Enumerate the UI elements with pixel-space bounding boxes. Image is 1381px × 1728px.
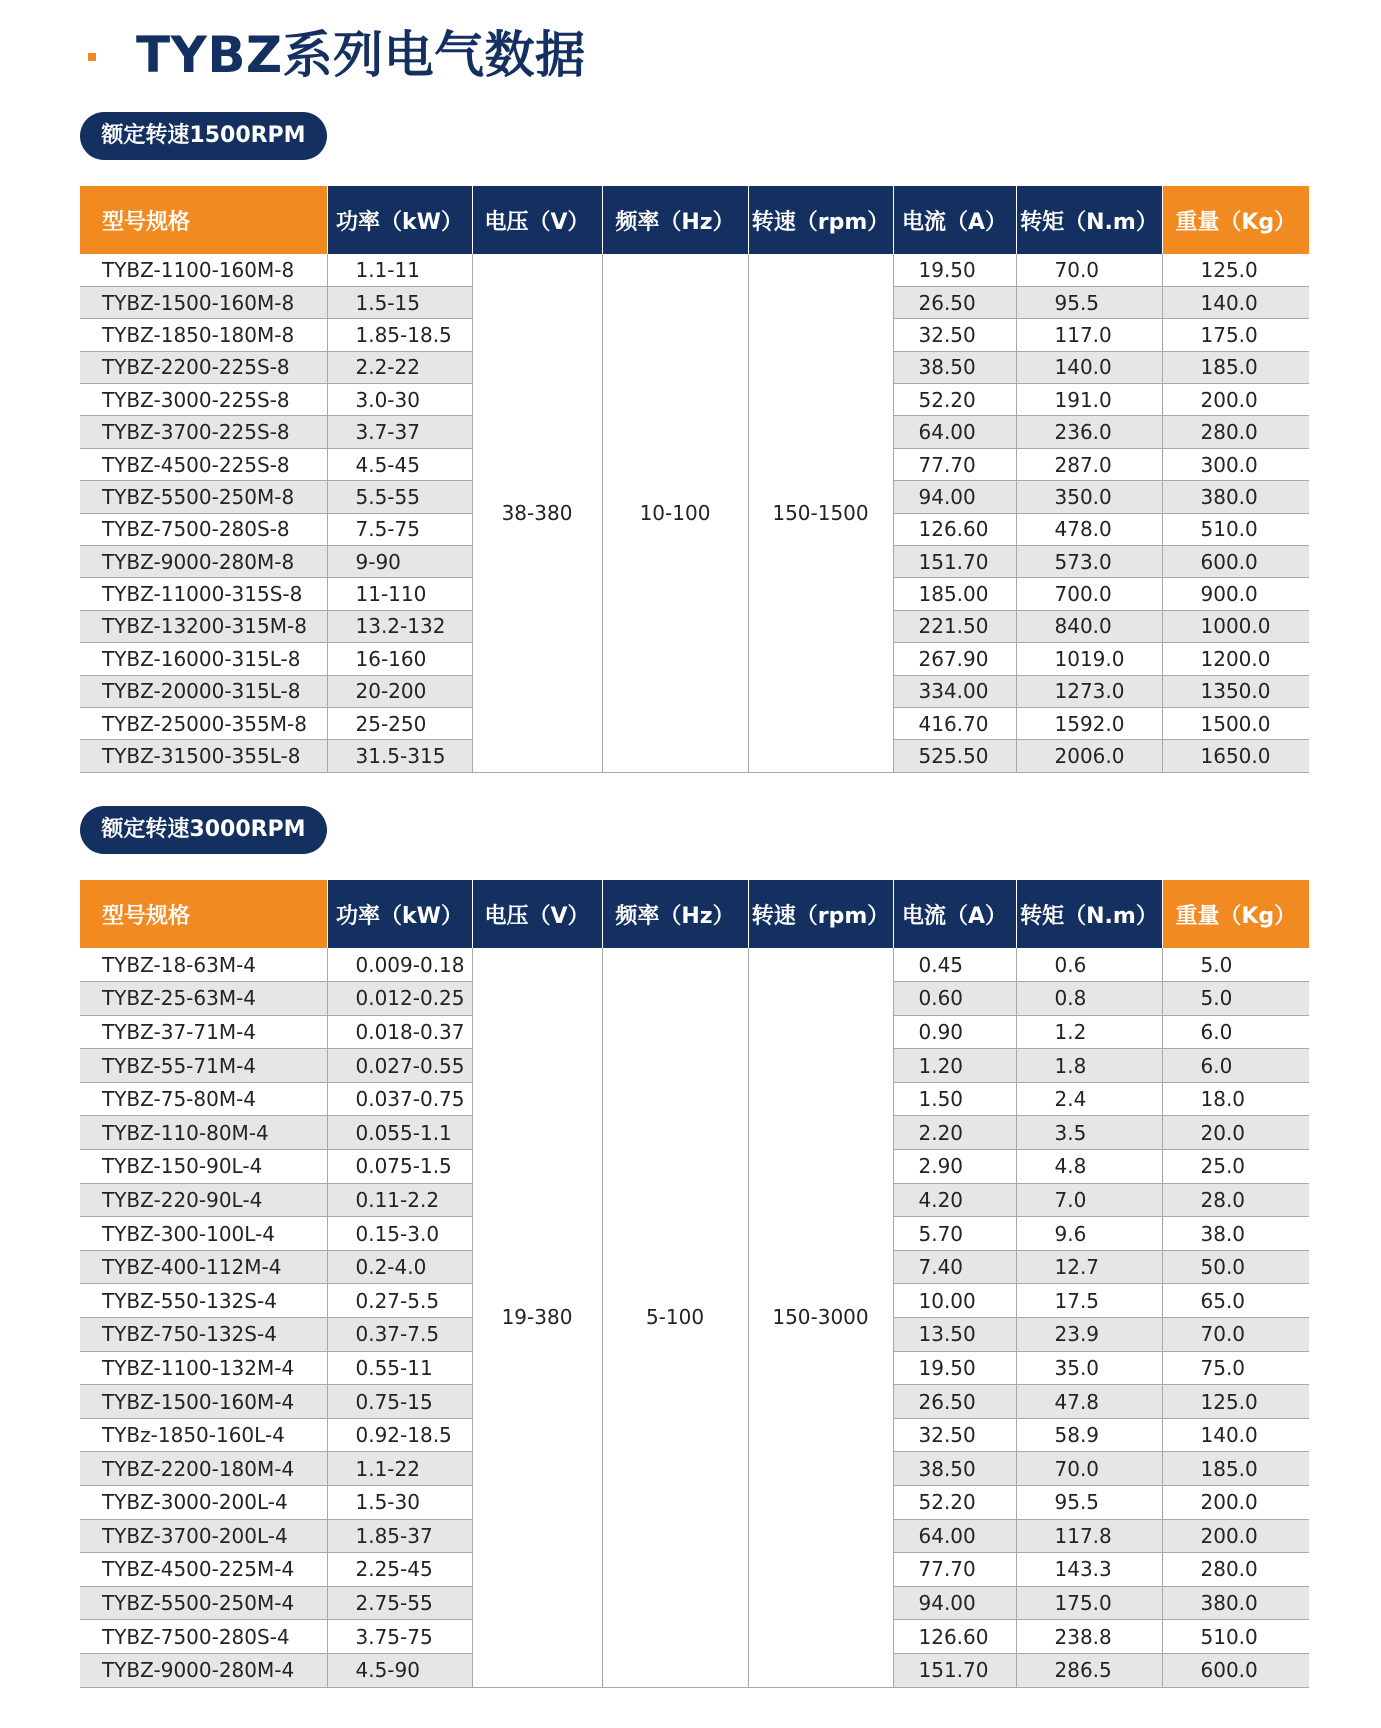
cell-power: 3.0-30 [327,384,472,416]
cell-torque: 175.0 [1016,1586,1162,1620]
cell-power: 1.85-37 [327,1519,472,1553]
cell-weight: 200.0 [1162,384,1309,416]
section-label-badge: 额定转速3000RPM [80,806,327,854]
cell-weight: 1000.0 [1162,610,1309,642]
cell-weight: 380.0 [1162,481,1309,513]
cell-current: 7.40 [893,1250,1016,1284]
cell-weight: 75.0 [1162,1351,1309,1385]
cell-current: 267.90 [893,643,1016,675]
cell-current: 19.50 [893,254,1016,286]
cell-power: 0.27-5.5 [327,1284,472,1318]
cell-torque: 1592.0 [1016,707,1162,739]
header-frequency: 频率（Hz） [602,880,748,948]
cell-power: 1.1-22 [327,1452,472,1486]
cell-model: TYBZ-400-112M-4 [80,1250,327,1284]
header-voltage: 电压（V） [472,880,602,948]
header-current: 电流（A） [893,186,1016,254]
cell-current: 94.00 [893,481,1016,513]
cell-weight: 65.0 [1162,1284,1309,1318]
cell-power: 9-90 [327,546,472,578]
cell-speed: 150-3000 [748,948,893,1687]
cell-torque: 1273.0 [1016,675,1162,707]
cell-model: TYBZ-2200-225S-8 [80,351,327,383]
cell-torque: 1.2 [1016,1015,1162,1049]
cell-weight: 140.0 [1162,1418,1309,1452]
table-row [80,254,1309,286]
cell-power: 0.92-18.5 [327,1418,472,1452]
cell-weight: 25.0 [1162,1150,1309,1184]
cell-power: 2.25-45 [327,1553,472,1587]
cell-current: 1.20 [893,1049,1016,1083]
table-body [80,948,1309,1687]
cell-power: 0.012-0.25 [327,982,472,1016]
cell-weight: 1350.0 [1162,675,1309,707]
cell-power: 25-250 [327,707,472,739]
cell-current: 2.90 [893,1150,1016,1184]
cell-current: 32.50 [893,319,1016,351]
cell-current: 525.50 [893,740,1016,772]
cell-model: TYBZ-2200-180M-4 [80,1452,327,1486]
cell-current: 32.50 [893,1418,1016,1452]
cell-weight: 900.0 [1162,578,1309,610]
cell-weight: 28.0 [1162,1183,1309,1217]
cell-current: 126.60 [893,1620,1016,1654]
cell-current: 2.20 [893,1116,1016,1150]
cell-model: TYBZ-3700-225S-8 [80,416,327,448]
cell-torque: 478.0 [1016,513,1162,545]
cell-torque: 7.0 [1016,1183,1162,1217]
cell-power: 4.5-90 [327,1653,472,1687]
cell-model: TYBZ-9000-280M-4 [80,1653,327,1687]
header-model: 型号规格 [80,186,327,254]
cell-weight: 510.0 [1162,513,1309,545]
cell-voltage: 38-380 [472,254,602,772]
cell-model: TYBZ-4500-225S-8 [80,448,327,480]
cell-power: 0.75-15 [327,1385,472,1419]
cell-model: TYBZ-5500-250M-8 [80,481,327,513]
cell-power: 1.85-18.5 [327,319,472,351]
spec-table [80,880,1309,1688]
cell-weight: 280.0 [1162,416,1309,448]
cell-torque: 700.0 [1016,578,1162,610]
cell-weight: 185.0 [1162,1452,1309,1486]
cell-power: 0.2-4.0 [327,1250,472,1284]
cell-power: 0.037-0.75 [327,1082,472,1116]
cell-weight: 140.0 [1162,286,1309,318]
cell-current: 26.50 [893,286,1016,318]
cell-model: TYBZ-5500-250M-4 [80,1586,327,1620]
cell-torque: 573.0 [1016,546,1162,578]
cell-current: 52.20 [893,1486,1016,1520]
cell-weight: 185.0 [1162,351,1309,383]
cell-model: TYBZ-31500-355L-8 [80,740,327,772]
page-title-text: TYBZ系列电气数据 [136,26,586,84]
header-weight: 重量（Kg） [1162,880,1309,948]
cell-current: 38.50 [893,351,1016,383]
cell-weight: 6.0 [1162,1049,1309,1083]
cell-weight: 50.0 [1162,1250,1309,1284]
table-body [80,254,1309,772]
cell-power: 0.37-7.5 [327,1318,472,1352]
cell-frequency: 5-100 [602,948,748,1687]
cell-torque: 140.0 [1016,351,1162,383]
cell-current: 0.45 [893,948,1016,982]
cell-weight: 510.0 [1162,1620,1309,1654]
cell-torque: 238.8 [1016,1620,1162,1654]
cell-model: TYBZ-75-80M-4 [80,1082,327,1116]
header-power: 功率（kW） [327,186,472,254]
cell-torque: 95.5 [1016,286,1162,318]
cell-torque: 840.0 [1016,610,1162,642]
cell-current: 64.00 [893,416,1016,448]
header-current: 电流（A） [893,880,1016,948]
cell-current: 77.70 [893,448,1016,480]
cell-torque: 350.0 [1016,481,1162,513]
cell-model: TYBZ-4500-225M-4 [80,1553,327,1587]
cell-torque: 0.8 [1016,982,1162,1016]
cell-model: TYBZ-300-100L-4 [80,1217,327,1251]
table-header-row [80,880,1309,948]
cell-power: 0.11-2.2 [327,1183,472,1217]
cell-power: 11-110 [327,578,472,610]
cell-power: 2.75-55 [327,1586,472,1620]
header-speed: 转速（rpm） [748,186,893,254]
cell-current: 0.90 [893,1015,1016,1049]
cell-weight: 1500.0 [1162,707,1309,739]
cell-model: TYBZ-7500-280S-8 [80,513,327,545]
cell-current: 13.50 [893,1318,1016,1352]
header-speed: 转速（rpm） [748,880,893,948]
cell-weight: 175.0 [1162,319,1309,351]
cell-model: TYBZ-13200-315M-8 [80,610,327,642]
cell-model: TYBZ-16000-315L-8 [80,643,327,675]
cell-power: 0.009-0.18 [327,948,472,982]
cell-weight: 125.0 [1162,1385,1309,1419]
cell-torque: 117.8 [1016,1519,1162,1553]
cell-weight: 1200.0 [1162,643,1309,675]
cell-torque: 17.5 [1016,1284,1162,1318]
cell-current: 64.00 [893,1519,1016,1553]
cell-torque: 236.0 [1016,416,1162,448]
cell-model: TYBZ-550-132S-4 [80,1284,327,1318]
cell-current: 4.20 [893,1183,1016,1217]
cell-torque: 117.0 [1016,319,1162,351]
cell-current: 334.00 [893,675,1016,707]
cell-power: 1.1-11 [327,254,472,286]
cell-model: TYBZ-55-71M-4 [80,1049,327,1083]
cell-power: 3.75-75 [327,1620,472,1654]
cell-model: TYBZ-1500-160M-4 [80,1385,327,1419]
cell-power: 20-200 [327,675,472,707]
cell-current: 0.60 [893,982,1016,1016]
cell-power: 31.5-315 [327,740,472,772]
cell-weight: 18.0 [1162,1082,1309,1116]
cell-weight: 125.0 [1162,254,1309,286]
header-voltage: 电压（V） [472,186,602,254]
cell-model: TYBZ-150-90L-4 [80,1150,327,1184]
cell-weight: 600.0 [1162,1653,1309,1687]
cell-power: 7.5-75 [327,513,472,545]
cell-current: 126.60 [893,513,1016,545]
cell-weight: 300.0 [1162,448,1309,480]
cell-torque: 286.5 [1016,1653,1162,1687]
cell-power: 5.5-55 [327,481,472,513]
header-torque: 转矩（N.m） [1016,880,1162,948]
cell-model: TYBZ-20000-315L-8 [80,675,327,707]
cell-speed: 150-1500 [748,254,893,772]
cell-weight: 5.0 [1162,948,1309,982]
cell-model: TYBZ-18-63M-4 [80,948,327,982]
header-power: 功率（kW） [327,880,472,948]
cell-current: 185.00 [893,578,1016,610]
cell-torque: 3.5 [1016,1116,1162,1150]
cell-torque: 70.0 [1016,1452,1162,1486]
cell-current: 416.70 [893,707,1016,739]
header-model: 型号规格 [80,880,327,948]
cell-model: TYBZ-1500-160M-8 [80,286,327,318]
cell-model: TYBZ-1850-180M-8 [80,319,327,351]
cell-current: 151.70 [893,546,1016,578]
cell-torque: 1019.0 [1016,643,1162,675]
cell-power: 1.5-30 [327,1486,472,1520]
cell-weight: 70.0 [1162,1318,1309,1352]
header-frequency: 频率（Hz） [602,186,748,254]
cell-model: TYBZ-3000-200L-4 [80,1486,327,1520]
cell-torque: 2.4 [1016,1082,1162,1116]
cell-power: 13.2-132 [327,610,472,642]
cell-current: 77.70 [893,1553,1016,1587]
cell-weight: 20.0 [1162,1116,1309,1150]
cell-weight: 6.0 [1162,1015,1309,1049]
cell-model: TYBZ-37-71M-4 [80,1015,327,1049]
cell-voltage: 19-380 [472,948,602,1687]
cell-current: 26.50 [893,1385,1016,1419]
cell-power: 0.075-1.5 [327,1150,472,1184]
cell-current: 94.00 [893,1586,1016,1620]
cell-weight: 600.0 [1162,546,1309,578]
cell-model: TYBZ-25-63M-4 [80,982,327,1016]
cell-power: 0.018-0.37 [327,1015,472,1049]
cell-current: 38.50 [893,1452,1016,1486]
cell-torque: 12.7 [1016,1250,1162,1284]
cell-weight: 200.0 [1162,1486,1309,1520]
cell-current: 221.50 [893,610,1016,642]
cell-torque: 9.6 [1016,1217,1162,1251]
cell-current: 19.50 [893,1351,1016,1385]
cell-torque: 35.0 [1016,1351,1162,1385]
cell-torque: 1.8 [1016,1049,1162,1083]
cell-power: 3.7-37 [327,416,472,448]
page-title [88,26,586,84]
cell-weight: 5.0 [1162,982,1309,1016]
cell-torque: 95.5 [1016,1486,1162,1520]
cell-power: 4.5-45 [327,448,472,480]
header-weight: 重量（Kg） [1162,186,1309,254]
cell-model: TYBZ-750-132S-4 [80,1318,327,1352]
cell-torque: 23.9 [1016,1318,1162,1352]
cell-weight: 1650.0 [1162,740,1309,772]
cell-current: 5.70 [893,1217,1016,1251]
cell-model: TYBZ-1100-132M-4 [80,1351,327,1385]
cell-torque: 4.8 [1016,1150,1162,1184]
cell-model: TYBZ-9000-280M-8 [80,546,327,578]
cell-power: 1.5-15 [327,286,472,318]
cell-torque: 143.3 [1016,1553,1162,1587]
cell-weight: 280.0 [1162,1553,1309,1587]
table-header-row [80,186,1309,254]
cell-torque: 70.0 [1016,254,1162,286]
cell-model: TYBZ-3700-200L-4 [80,1519,327,1553]
cell-torque: 58.9 [1016,1418,1162,1452]
cell-current: 52.20 [893,384,1016,416]
cell-torque: 287.0 [1016,448,1162,480]
section-label-badge: 额定转速1500RPM [80,112,327,160]
cell-model: TYBZ-110-80M-4 [80,1116,327,1150]
cell-current: 151.70 [893,1653,1016,1687]
spec-table [80,186,1309,773]
cell-weight: 38.0 [1162,1217,1309,1251]
cell-current: 1.50 [893,1082,1016,1116]
header-torque: 转矩（N.m） [1016,186,1162,254]
cell-model: TYBZ-7500-280S-4 [80,1620,327,1654]
cell-model: TYBZ-220-90L-4 [80,1183,327,1217]
cell-model: TYBZ-11000-315S-8 [80,578,327,610]
cell-power: 0.027-0.55 [327,1049,472,1083]
cell-torque: 191.0 [1016,384,1162,416]
cell-power: 0.055-1.1 [327,1116,472,1150]
cell-power: 0.15-3.0 [327,1217,472,1251]
cell-model: TYBZ-25000-355M-8 [80,707,327,739]
cell-frequency: 10-100 [602,254,748,772]
cell-torque: 2006.0 [1016,740,1162,772]
cell-power: 16-160 [327,643,472,675]
cell-current: 10.00 [893,1284,1016,1318]
cell-model: TYBZ-1100-160M-8 [80,254,327,286]
cell-torque: 47.8 [1016,1385,1162,1419]
cell-weight: 380.0 [1162,1586,1309,1620]
table-row [80,948,1309,982]
cell-torque: 0.6 [1016,948,1162,982]
cell-weight: 200.0 [1162,1519,1309,1553]
cell-power: 0.55-11 [327,1351,472,1385]
cell-model: TYBZ-3000-225S-8 [80,384,327,416]
title-bullet-icon [88,53,96,61]
cell-power: 2.2-22 [327,351,472,383]
cell-model: TYBz-1850-160L-4 [80,1418,327,1452]
